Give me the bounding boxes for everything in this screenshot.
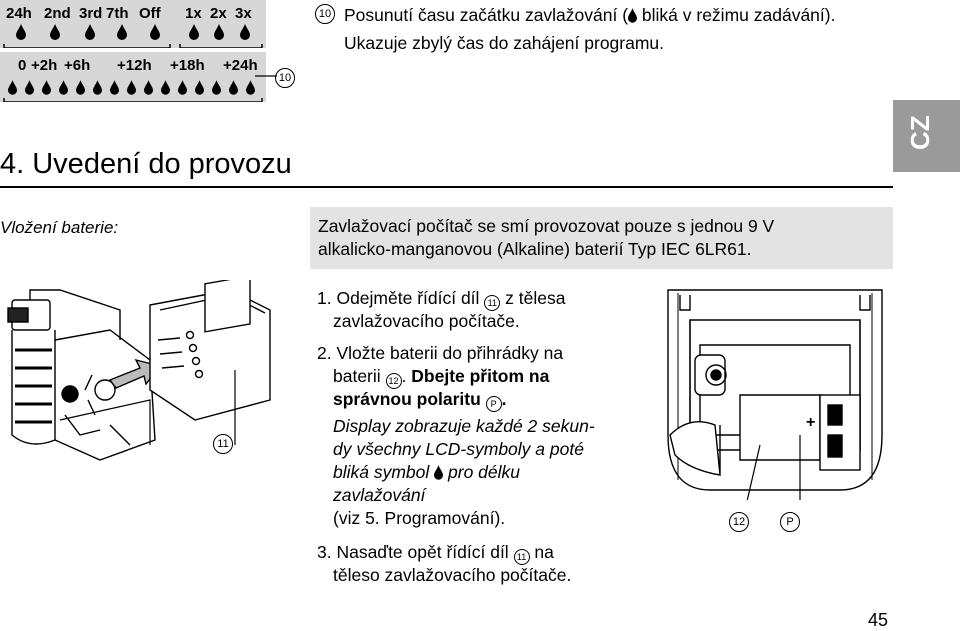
callout-10: 10 <box>275 68 295 88</box>
battery-label: Vložení baterie: <box>0 218 119 237</box>
lcd-label-24h: 24h <box>6 5 32 22</box>
step-3-line1: 3. Nasaďte opět řídící díl 11 na <box>317 541 554 565</box>
lcd-label-0: 0 <box>18 57 27 74</box>
lcd-bottom-drops <box>0 74 266 102</box>
step-2-line2: baterii 12 . Dbejte přitom na <box>333 365 549 389</box>
lcd-label-2x: 2x <box>210 5 227 22</box>
step-2-line1: 2. Vložte baterii do přihrádky na <box>317 343 564 363</box>
water-drop-icon <box>434 465 443 480</box>
lcd-label-off: Off <box>139 5 161 22</box>
lcd-day-selector <box>0 0 266 48</box>
lcd-label-2nd: 2nd <box>44 5 71 22</box>
language-tab-label: CZ <box>905 115 935 150</box>
plus-sign: + <box>806 414 816 431</box>
step-1-callout: 11 <box>484 295 500 311</box>
section-rule <box>0 186 893 188</box>
lcd-label-12h: +12h <box>117 57 152 74</box>
step-2-line3: správnou polaritu P . <box>333 388 507 412</box>
page-number: 45 <box>868 610 889 630</box>
lcd-start-offset <box>0 52 266 102</box>
water-drop-icon <box>189 24 199 40</box>
polarity-callout: P <box>486 396 502 412</box>
water-drop-icon <box>16 24 26 40</box>
display-note-line5: (viz 5. Programování). <box>333 508 506 528</box>
water-drop-icon <box>628 8 637 23</box>
water-drop-icon <box>117 24 127 40</box>
water-drop-icon <box>85 24 95 40</box>
note-10-line2: Ukazuje zbylý čas do zahájení programu. <box>344 33 665 53</box>
lcd-label-1x: 1x <box>185 5 202 22</box>
controller-removal-figure <box>0 280 285 470</box>
battery-info-box <box>310 207 893 269</box>
water-drop-icon <box>214 24 224 40</box>
display-note-line4: zavlažování <box>333 485 426 505</box>
callout-p: P <box>780 512 800 532</box>
section-title: 4. Uvedení do provozu <box>0 148 292 180</box>
display-note-line1: Display zobrazuje každé 2 sekun- <box>333 416 595 436</box>
lcd-label-3rd: 3rd <box>79 5 103 22</box>
callout-11: 11 <box>213 434 233 454</box>
step-1-line1: 1. Odejměte řídící díl 11 z tělesa <box>317 287 565 311</box>
lcd-label-24h: +24h <box>223 57 258 74</box>
lcd-label-3x: 3x <box>235 5 252 22</box>
water-drop-icon <box>50 24 60 40</box>
callout-10-ref: 10 <box>315 4 335 24</box>
lcd-label-7th: 7th <box>106 5 129 22</box>
water-drop-icon <box>150 24 160 40</box>
display-note-line3: bliká symbol pro délku <box>333 462 521 482</box>
note-10-line1: Posunutí času začátku zavlažování ( bliká v režimu zadávání). <box>344 5 836 25</box>
step-2-callout: 12 <box>386 373 402 389</box>
language-tab <box>893 100 960 172</box>
step-3-callout: 11 <box>514 549 530 565</box>
callout-12: 12 <box>729 512 749 532</box>
battery-compartment-figure <box>660 285 890 500</box>
lcd-label-18h: +18h <box>170 57 205 74</box>
battery-info-text: Zavlažovací počítač se smí provozovat pouze s jednou 9 V alkalicko-manganovou (Alkaline) baterií Typ IEC 6LR61. <box>318 216 775 259</box>
step-1-line2: zavlažovacího počítače. <box>333 311 520 331</box>
step-3-line2: těleso zavlažovacího počítače. <box>333 565 572 585</box>
display-note-line2: dy všechny LCD-symboly a poté <box>333 439 584 459</box>
lcd-label-6h: +6h <box>64 57 91 74</box>
lcd-top-drops <box>0 20 266 48</box>
lcd-label-2h: +2h <box>31 57 58 74</box>
water-drop-icon <box>240 24 250 40</box>
